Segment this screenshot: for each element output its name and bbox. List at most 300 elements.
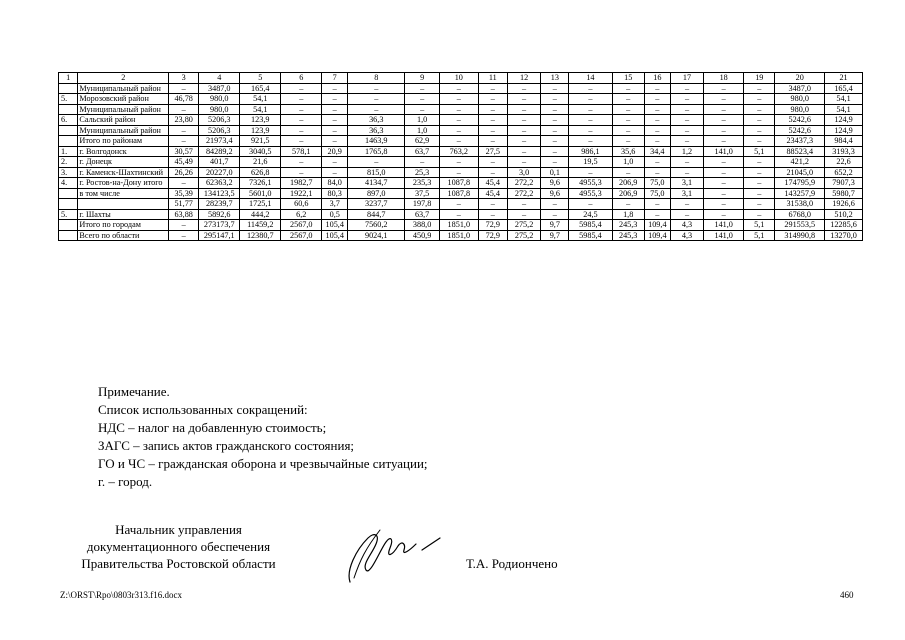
table-cell: – xyxy=(541,209,569,220)
table-cell: – xyxy=(507,157,540,168)
table-cell: 245,3 xyxy=(612,230,644,241)
note-title: Примечание. xyxy=(98,384,170,399)
table-cell: 143257,9 xyxy=(775,188,825,199)
table-cell: 24,5 xyxy=(569,209,612,220)
column-number: 15 xyxy=(612,73,644,84)
table-cell: – xyxy=(612,83,644,94)
table-cell: – xyxy=(541,104,569,115)
table-cell: – xyxy=(704,125,744,136)
row-label: Морозовский район xyxy=(78,94,169,105)
table-cell: – xyxy=(507,136,540,147)
table-cell: 5601,0 xyxy=(240,188,281,199)
table-cell: – xyxy=(478,125,507,136)
row-label: Всего по области xyxy=(78,230,169,241)
table-cell: 815,0 xyxy=(348,167,405,178)
table-cell: – xyxy=(744,188,775,199)
table-cell: 54,1 xyxy=(240,94,281,105)
table-cell: 21045,0 xyxy=(775,167,825,178)
table-cell: 652,2 xyxy=(825,167,863,178)
table-cell: – xyxy=(670,136,703,147)
table-cell: – xyxy=(569,83,612,94)
table-cell: 35,39 xyxy=(169,188,199,199)
table-cell: – xyxy=(612,104,644,115)
table-cell: 2. xyxy=(59,157,78,168)
table-cell: – xyxy=(169,220,199,231)
table-cell: – xyxy=(704,94,744,105)
table-cell: – xyxy=(744,209,775,220)
table-cell: – xyxy=(612,94,644,105)
table-cell: – xyxy=(478,157,507,168)
note-line: НДС – налог на добавленную стоимость; xyxy=(98,420,327,435)
table-cell: – xyxy=(644,115,670,126)
table-cell: 141,0 xyxy=(704,230,744,241)
table-cell: 3487,0 xyxy=(775,83,825,94)
table-cell: – xyxy=(478,199,507,210)
table-cell: 763,2 xyxy=(439,146,478,157)
row-label: Итого по городам xyxy=(78,220,169,231)
table-row xyxy=(59,125,863,136)
table-row xyxy=(59,220,863,231)
table-cell: 63,88 xyxy=(169,209,199,220)
table-row xyxy=(59,157,863,168)
table-cell: 245,3 xyxy=(612,220,644,231)
table-cell: 5242,6 xyxy=(775,125,825,136)
table-cell: 5. xyxy=(59,209,78,220)
table-cell: 0,1 xyxy=(541,167,569,178)
table-cell: 578,1 xyxy=(281,146,322,157)
table-cell: 22,6 xyxy=(825,157,863,168)
column-number: 2 xyxy=(78,73,169,84)
table-cell: 124,9 xyxy=(825,115,863,126)
table-cell: – xyxy=(322,83,348,94)
table-cell: – xyxy=(348,94,405,105)
table-cell: 3,1 xyxy=(670,178,703,189)
table-cell: – xyxy=(541,94,569,105)
table-cell: 28239,7 xyxy=(199,199,240,210)
table-cell: – xyxy=(322,125,348,136)
table-cell: – xyxy=(569,104,612,115)
column-number: 16 xyxy=(644,73,670,84)
table-cell: – xyxy=(348,104,405,115)
table-cell: 9,6 xyxy=(541,188,569,199)
column-number: 20 xyxy=(775,73,825,84)
table-cell: 1765,8 xyxy=(348,146,405,157)
table-cell: 980,0 xyxy=(775,104,825,115)
table-cell: 123,9 xyxy=(240,115,281,126)
table-cell: – xyxy=(744,125,775,136)
table-cell: 4. xyxy=(59,178,78,189)
table-cell: 510,2 xyxy=(825,209,863,220)
table-cell: – xyxy=(704,209,744,220)
table-cell: 3237,7 xyxy=(348,199,405,210)
table-cell: 75,0 xyxy=(644,188,670,199)
table-cell: – xyxy=(569,125,612,136)
table-cell: – xyxy=(644,83,670,94)
row-label: Муниципальный район xyxy=(78,125,169,136)
table-cell: 1922,1 xyxy=(281,188,322,199)
table-cell: 206,9 xyxy=(612,178,644,189)
table-cell: 206,9 xyxy=(612,188,644,199)
table-cell: 109,4 xyxy=(644,220,670,231)
table-cell: 11459,2 xyxy=(240,220,281,231)
table-cell: 275,2 xyxy=(507,230,540,241)
table-cell: – xyxy=(744,199,775,210)
table-cell: 3,1 xyxy=(670,188,703,199)
note-block xyxy=(98,383,428,491)
table-cell: – xyxy=(612,125,644,136)
table-cell: – xyxy=(670,125,703,136)
table-header-row xyxy=(59,73,863,84)
table-cell: – xyxy=(507,115,540,126)
table-cell: – xyxy=(612,199,644,210)
table-cell xyxy=(59,125,78,136)
table-cell: 62363,2 xyxy=(199,178,240,189)
table-cell: – xyxy=(612,115,644,126)
table-cell: 23437,3 xyxy=(775,136,825,147)
table-cell: 3487,0 xyxy=(199,83,240,94)
table-cell: – xyxy=(169,230,199,241)
table-cell: – xyxy=(348,83,405,94)
table-cell: – xyxy=(744,94,775,105)
table-cell: 273173,7 xyxy=(199,220,240,231)
table-cell: 921,5 xyxy=(240,136,281,147)
table-cell: 54,1 xyxy=(240,104,281,115)
table-cell: – xyxy=(439,136,478,147)
row-label: Муниципальный район xyxy=(78,104,169,115)
table-cell: 3,7 xyxy=(322,199,348,210)
table-cell: – xyxy=(541,146,569,157)
table-cell: – xyxy=(281,136,322,147)
table-row xyxy=(59,167,863,178)
column-number: 14 xyxy=(569,73,612,84)
table-cell: 986,1 xyxy=(569,146,612,157)
table-cell: – xyxy=(169,104,199,115)
table-cell: 45,49 xyxy=(169,157,199,168)
table-cell: 9,7 xyxy=(541,220,569,231)
table-cell: 141,0 xyxy=(704,220,744,231)
table-cell: 1. xyxy=(59,146,78,157)
table-cell: 80,3 xyxy=(322,188,348,199)
table-cell: – xyxy=(644,125,670,136)
table-cell: 1982,7 xyxy=(281,178,322,189)
table-cell: – xyxy=(439,125,478,136)
column-number: 11 xyxy=(478,73,507,84)
table-cell: 1,0 xyxy=(612,157,644,168)
table-cell: – xyxy=(507,94,540,105)
table-cell: – xyxy=(478,104,507,115)
table-cell: 19,5 xyxy=(569,157,612,168)
position-line: документационного обеспечения xyxy=(86,539,271,554)
column-number: 3 xyxy=(169,73,199,84)
table-cell: – xyxy=(644,104,670,115)
table-cell: 62,9 xyxy=(405,136,440,147)
table-cell: – xyxy=(670,94,703,105)
column-number: 21 xyxy=(825,73,863,84)
table-cell: 897,0 xyxy=(348,188,405,199)
table-cell: – xyxy=(439,167,478,178)
table-cell: – xyxy=(744,167,775,178)
table-cell: – xyxy=(322,136,348,147)
table-cell: 4955,3 xyxy=(569,188,612,199)
table-cell: 1,2 xyxy=(670,146,703,157)
note-line: Список использованных сокращений: xyxy=(98,402,308,417)
row-label: г. Ростов-на-Дону итого xyxy=(78,178,169,189)
note-line: ЗАГС – запись актов гражданского состояния; xyxy=(98,438,355,453)
table-cell: – xyxy=(569,167,612,178)
table-cell: 37,5 xyxy=(405,188,440,199)
table-cell: 4955,3 xyxy=(569,178,612,189)
table-cell: – xyxy=(322,167,348,178)
table-cell: – xyxy=(541,157,569,168)
table-cell: 9,7 xyxy=(541,230,569,241)
table-cell: 84,0 xyxy=(322,178,348,189)
table-cell: 7907,3 xyxy=(825,178,863,189)
column-number: 12 xyxy=(507,73,540,84)
table-cell: – xyxy=(670,199,703,210)
table-cell: – xyxy=(439,199,478,210)
table-row xyxy=(59,146,863,157)
table-cell: – xyxy=(670,209,703,220)
table-cell: 272,2 xyxy=(507,178,540,189)
table-cell: 6. xyxy=(59,115,78,126)
note-line: ГО и ЧС – гражданская оборона и чрезвычайные ситуации; xyxy=(98,456,428,471)
table-cell: – xyxy=(478,136,507,147)
column-number: 5 xyxy=(240,73,281,84)
table-cell: 6,2 xyxy=(281,209,322,220)
column-number: 4 xyxy=(199,73,240,84)
table-cell: – xyxy=(704,83,744,94)
table-cell: 54,1 xyxy=(825,94,863,105)
table-cell: 63,7 xyxy=(405,146,440,157)
column-number: 6 xyxy=(281,73,322,84)
table-cell: – xyxy=(744,178,775,189)
table-cell: – xyxy=(439,94,478,105)
table-cell: – xyxy=(704,178,744,189)
row-label: г. Донецк xyxy=(78,157,169,168)
table-cell: 75,0 xyxy=(644,178,670,189)
table-cell: 35,6 xyxy=(612,146,644,157)
table-row xyxy=(59,83,863,94)
table-cell: 27,5 xyxy=(478,146,507,157)
table-cell: – xyxy=(281,83,322,94)
table-cell: 30,57 xyxy=(169,146,199,157)
column-number: 1 xyxy=(59,73,78,84)
row-label: г. Каменск-Шахтинский xyxy=(78,167,169,178)
table-cell: 72,9 xyxy=(478,220,507,231)
table-cell: – xyxy=(541,199,569,210)
table-cell: – xyxy=(644,167,670,178)
table-cell: – xyxy=(704,188,744,199)
column-number: 17 xyxy=(670,73,703,84)
table-cell: 421,2 xyxy=(775,157,825,168)
table-cell: – xyxy=(281,167,322,178)
table-cell: – xyxy=(670,83,703,94)
table-cell: 141,0 xyxy=(704,146,744,157)
signatory-position xyxy=(60,521,297,572)
table-row xyxy=(59,104,863,115)
table-cell: 72,9 xyxy=(478,230,507,241)
table-cell: – xyxy=(439,104,478,115)
table-cell: 3. xyxy=(59,167,78,178)
table-cell: – xyxy=(541,115,569,126)
table-cell: 46,78 xyxy=(169,94,199,105)
table-cell: – xyxy=(507,83,540,94)
table-cell: – xyxy=(569,199,612,210)
table-cell: 4134,7 xyxy=(348,178,405,189)
table-cell: – xyxy=(744,104,775,115)
table-cell: – xyxy=(704,115,744,126)
column-number: 18 xyxy=(704,73,744,84)
column-number: 9 xyxy=(405,73,440,84)
table-cell: – xyxy=(704,104,744,115)
table-cell: 7326,1 xyxy=(240,178,281,189)
column-number: 19 xyxy=(744,73,775,84)
table-cell: – xyxy=(322,157,348,168)
table-cell: – xyxy=(478,83,507,94)
table-cell: – xyxy=(439,157,478,168)
table-cell: 20,9 xyxy=(322,146,348,157)
table-row xyxy=(59,115,863,126)
table-cell: 6768,0 xyxy=(775,209,825,220)
table-cell: 88523,4 xyxy=(775,146,825,157)
table-cell: 1087,8 xyxy=(439,188,478,199)
table-cell: – xyxy=(439,83,478,94)
file-path: Z:\ORST\Rpo\0803r313.f16.docx xyxy=(60,590,182,600)
table-cell: 5,1 xyxy=(744,220,775,231)
table-cell: – xyxy=(322,104,348,115)
table-cell: 9,6 xyxy=(541,178,569,189)
table-cell: – xyxy=(670,167,703,178)
table-cell: 291553,5 xyxy=(775,220,825,231)
table-cell: – xyxy=(281,125,322,136)
table-cell: 165,4 xyxy=(825,83,863,94)
table-cell: 134123,5 xyxy=(199,188,240,199)
table-row xyxy=(59,188,863,199)
table-row xyxy=(59,230,863,241)
table-cell xyxy=(59,199,78,210)
table-cell: – xyxy=(405,94,440,105)
table-cell: 9024,1 xyxy=(348,230,405,241)
column-number: 10 xyxy=(439,73,478,84)
table-cell: 272,2 xyxy=(507,188,540,199)
table-cell: 5985,4 xyxy=(569,220,612,231)
table-cell: – xyxy=(281,115,322,126)
table-cell: – xyxy=(569,115,612,126)
table-cell: 984,4 xyxy=(825,136,863,147)
row-label: Итого по районам xyxy=(78,136,169,147)
table-cell: – xyxy=(169,125,199,136)
table-cell: 450,9 xyxy=(405,230,440,241)
table-cell: 174795,9 xyxy=(775,178,825,189)
table-cell: 2567,0 xyxy=(281,230,322,241)
table-cell: – xyxy=(439,209,478,220)
table-cell: 12380,7 xyxy=(240,230,281,241)
table-cell: – xyxy=(281,157,322,168)
table-cell xyxy=(59,230,78,241)
table-cell: 109,4 xyxy=(644,230,670,241)
table-cell: 1851,0 xyxy=(439,230,478,241)
table-cell: 1,8 xyxy=(612,209,644,220)
table-cell: 23,80 xyxy=(169,115,199,126)
table-cell: – xyxy=(744,136,775,147)
table-row xyxy=(59,136,863,147)
table-cell: 5985,4 xyxy=(569,230,612,241)
table-cell: 1926,6 xyxy=(825,199,863,210)
table-cell: – xyxy=(644,199,670,210)
table-cell: 5980,7 xyxy=(825,188,863,199)
table-cell: – xyxy=(744,115,775,126)
table-cell: 63,7 xyxy=(405,209,440,220)
table-cell: 21973,4 xyxy=(199,136,240,147)
table-cell: 235,3 xyxy=(405,178,440,189)
table-cell: 314990,8 xyxy=(775,230,825,241)
table-cell: 13270,0 xyxy=(825,230,863,241)
table-cell: 197,8 xyxy=(405,199,440,210)
table-cell: – xyxy=(348,157,405,168)
table-cell: 36,3 xyxy=(348,125,405,136)
table-cell xyxy=(59,220,78,231)
table-cell: – xyxy=(612,136,644,147)
table-cell: 60,6 xyxy=(281,199,322,210)
table-cell: 401,7 xyxy=(199,157,240,168)
table-cell: 1,0 xyxy=(405,115,440,126)
table-cell: 3193,3 xyxy=(825,146,863,157)
table-row xyxy=(59,178,863,189)
table-cell: 980,0 xyxy=(775,94,825,105)
table-cell xyxy=(59,104,78,115)
row-label: г. Волгодонск xyxy=(78,146,169,157)
table-cell: 275,2 xyxy=(507,220,540,231)
table-cell: – xyxy=(507,199,540,210)
table-cell: 1851,0 xyxy=(439,220,478,231)
table-cell: – xyxy=(405,104,440,115)
table-cell: – xyxy=(169,136,199,147)
table-cell: 5,1 xyxy=(744,146,775,157)
table-cell: – xyxy=(439,115,478,126)
table-cell: 626,8 xyxy=(240,167,281,178)
table-cell: – xyxy=(704,157,744,168)
row-label: Сальский район xyxy=(78,115,169,126)
table-cell: 105,4 xyxy=(322,230,348,241)
table-cell: – xyxy=(569,136,612,147)
table-cell: – xyxy=(405,157,440,168)
table-cell: 5206,3 xyxy=(199,125,240,136)
table-cell: 980,0 xyxy=(199,94,240,105)
table-cell: 4,3 xyxy=(670,230,703,241)
table-cell: 54,1 xyxy=(825,104,863,115)
table-cell: – xyxy=(478,209,507,220)
table-cell: – xyxy=(478,167,507,178)
data-table xyxy=(58,72,863,241)
table-cell: 5892,6 xyxy=(199,209,240,220)
table-cell: 26,26 xyxy=(169,167,199,178)
page-number: 460 xyxy=(840,590,854,600)
table-cell: 2567,0 xyxy=(281,220,322,231)
handwritten-signature xyxy=(336,520,446,590)
table-cell: 12285,6 xyxy=(825,220,863,231)
table-cell: 1463,9 xyxy=(348,136,405,147)
table-cell: – xyxy=(670,115,703,126)
table-cell: – xyxy=(322,94,348,105)
table-cell: 0,5 xyxy=(322,209,348,220)
table-cell: 165,4 xyxy=(240,83,281,94)
column-number: 8 xyxy=(348,73,405,84)
table-cell: 21,6 xyxy=(240,157,281,168)
table-cell: – xyxy=(478,94,507,105)
table-cell: 444,2 xyxy=(240,209,281,220)
note-line: г. – город. xyxy=(98,474,153,489)
table-cell: – xyxy=(744,157,775,168)
